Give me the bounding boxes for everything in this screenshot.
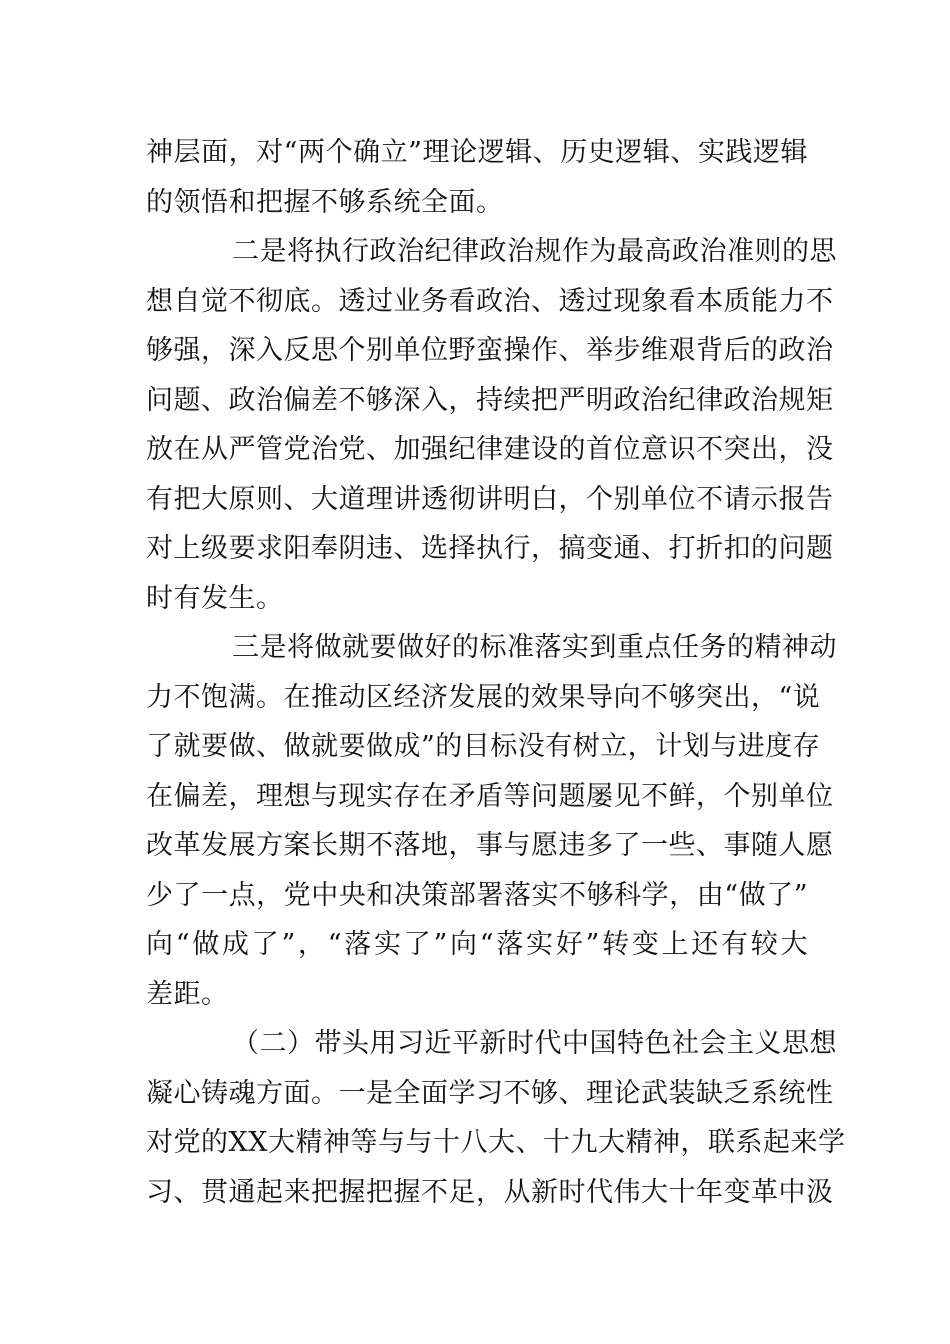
paragraph-first-line: 二是将执行政治纪律政治规作为最高政治准则的思: [232, 236, 837, 267]
text-line: 神层面，对“两个确立”理论逻辑、历史逻辑、实践逻辑: [146, 137, 808, 168]
text-line: 想自觉不彻底。透过业务看政治、透过现象看本质能力不: [146, 285, 834, 317]
section-heading-line: （二）带头用习近平新时代中国特色社会主义思想: [232, 1028, 837, 1059]
text-line: 问题、政治偏差不够深入，持续把严明政治纪律政治规矩: [146, 384, 834, 416]
text-line: 习、贯通起来把握把握不足，从新时代伟大十年变革中汲: [146, 1176, 834, 1208]
text-line: 力不饱满。在推动区经济发展的效果导向不够突出，“说: [146, 681, 821, 713]
text-line: 少了一点，党中央和决策部署落实不够科学，由“做了”: [146, 879, 808, 911]
text-line: 时有发生。: [146, 582, 284, 614]
text-line: 对党的XX大精神等与与十八大、十九大精神，联系起来学: [146, 1127, 846, 1158]
text-line: 向“做成了”，“落实了”向“落实好”转变上还有较大: [146, 929, 808, 960]
text-line: 的领悟和把握不够系统全面。: [146, 186, 504, 218]
paragraph-first-line: 三是将做就要做好的标准落实到重点任务的精神动: [232, 632, 837, 663]
text-line: 凝心铸魂方面。一是全面学习不够、理论武装缺乏系统性: [146, 1077, 834, 1109]
text-line: 有把大原则、大道理讲透彻讲明白，个别单位不请示报告: [146, 483, 834, 515]
text-line: 够强，深入反思个别单位野蛮操作、举步维艰背后的政治: [146, 335, 834, 366]
text-line: 改革发展方案长期不落地，事与愿违多了一些、事随人愿: [146, 830, 834, 861]
text-line: 在偏差，理想与现实存在矛盾等问题屡见不鲜，个别单位: [146, 780, 834, 812]
text-line: 对上级要求阳奉阴违、选择执行，搞变通、打折扣的问题: [146, 533, 834, 564]
text-line: 差距。: [146, 978, 229, 1010]
text-line: 了就要做、做就要做成”的目标没有树立，计划与进度存: [146, 731, 821, 762]
text-line: 放在从严管党治党、加强纪律建设的首位意识不突出，没: [146, 434, 834, 465]
body-text: [146, 128, 846, 1217]
